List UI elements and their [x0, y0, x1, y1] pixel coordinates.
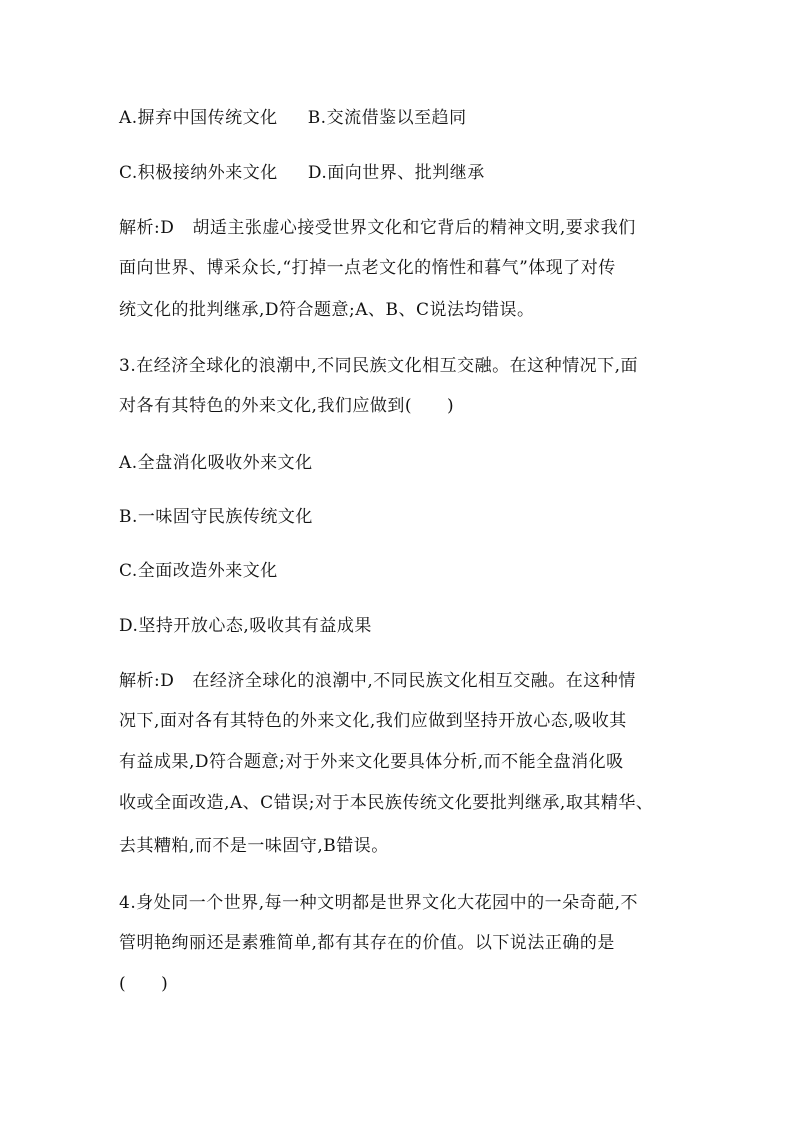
q2-option-b: B.交流借鉴以至趋同: [307, 108, 467, 128]
q3-stem-line-1: 3.在经济全球化的浪潮中,不同民族文化相互交融。在这种情况下,面: [119, 356, 639, 376]
q3-analysis-line-4: 收或全面改造,A、C错误;对于本民族传统文化要批判继承,取其精华、: [119, 793, 654, 813]
q2-option-d: D.面向世界、批判继承: [307, 163, 485, 183]
q3-option-c: C.全面改造外来文化: [119, 561, 278, 581]
q3-analysis-line-3: 有益成果,D符合题意;对于外来文化要具体分析,而不能全盘消化吸: [119, 752, 624, 772]
q2-analysis-text-1: 胡适主张虚心接受世界文化和它背后的精神文明,要求我们: [192, 218, 636, 238]
q4-stem-line-1: 4.身处同一个世界,每一种文明都是世界文化大花园中的一朵奇葩,不: [119, 893, 639, 913]
q3-stem-line-2: 对各有其特色的外来文化,我们应做到( ): [119, 396, 455, 416]
q3-analysis-line-5: 去其糟粕,而不是一味固守,B错误。: [119, 836, 389, 856]
q3-option-a: A.全盘消化吸收外来文化: [119, 453, 313, 473]
q3-analysis-line-1: [119, 671, 636, 691]
q2-analysis-line-2: 面向世界、博采众长,“打掉一点老文化的惰性和暮气”体现了对传: [119, 258, 616, 278]
q3-analysis-text-1: 在经济全球化的浪潮中,不同民族文化相互交融。在这种情: [192, 671, 636, 691]
q2-analysis-line-3: 统文化的批判继承,D符合题意;A、B、C说法均错误。: [119, 300, 535, 320]
q3-analysis-prefix: 解析:D: [119, 671, 175, 691]
q2-analysis-prefix: 解析:D: [119, 218, 175, 238]
q2-option-c: C.积极接纳外来文化: [119, 163, 278, 183]
q2-option-a: A.摒弃中国传统文化: [119, 108, 278, 128]
q4-stem-line-2: 管明艳绚丽还是素雅简单,都有其存在的价值。以下说法正确的是: [119, 933, 615, 953]
q3-analysis-line-2: 况下,面对各有其特色的外来文化,我们应做到坚持开放心态,吸收其: [119, 711, 627, 731]
q2-analysis-line-1: [119, 218, 636, 238]
q2-options-row-2: [119, 163, 485, 183]
q2-options-row-1: [119, 108, 467, 128]
q3-option-d: D.坚持开放心态,吸收其有益成果: [119, 616, 372, 636]
q4-answer-blank: ( ): [119, 974, 169, 994]
q3-option-b: B.一味固守民族传统文化: [119, 507, 313, 527]
